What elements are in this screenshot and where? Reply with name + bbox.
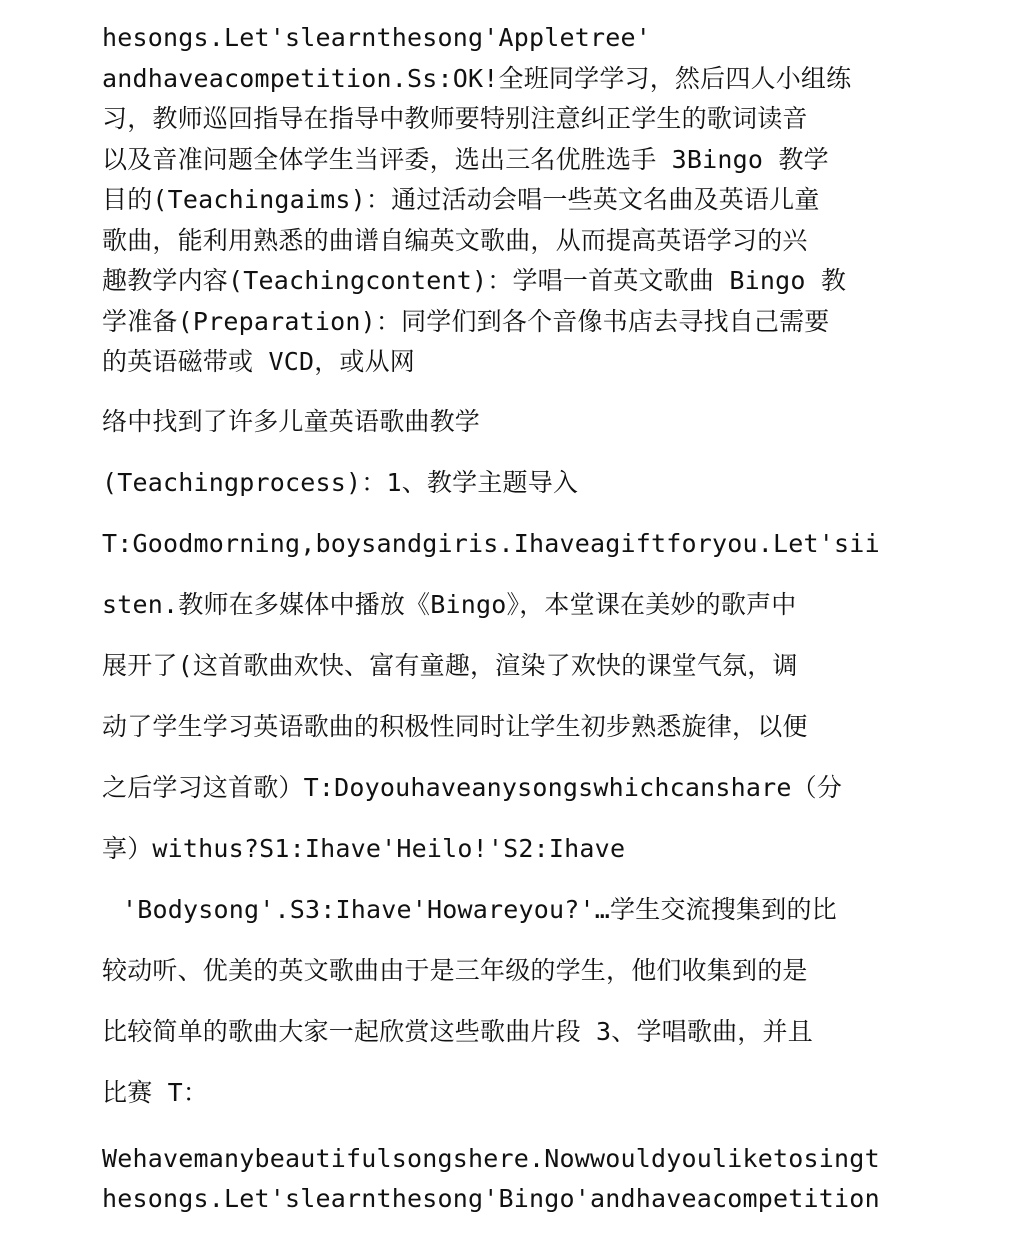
text-line: sten.教师在多媒体中播放《Bingo》，本堂课在美妙的歌声中: [102, 589, 797, 619]
paragraph-1: [102, 18, 922, 383]
text-line: 歌曲，能利用熟悉的曲谱自编英文歌曲，从而提高英语学习的兴: [102, 225, 808, 255]
text-line: 学准备(Preparation)：同学们到各个音像书店去寻找自己需要: [102, 306, 830, 336]
text-line: 动了学生学习英语歌曲的积极性同时让学生初步熟悉旋律，以便: [102, 711, 808, 741]
text-line: 较动听、优美的英文歌曲由于是三年级的学生，他们收集到的是: [102, 955, 808, 985]
text-line: 目的(Teachingaims)：通过活动会唱一些英文名曲及英语儿童: [102, 185, 820, 214]
text-line: 的英语磁带或 VCD，或从网: [102, 347, 416, 376]
document-page: [102, 18, 922, 1220]
text-line: 趣教学内容(Teachingcontent)：学唱一首英文歌曲 Bingo 教: [102, 266, 847, 295]
text-line: 络中找到了许多儿童英语歌曲教学: [102, 406, 481, 436]
text-line: (Teachingprocess)：1、教学主题导入: [102, 467, 579, 497]
text-line: 之后学习这首歌）T:Doyouhaveanysongswhichcanshare（分: [102, 772, 843, 802]
paragraph-3: [102, 1139, 922, 1220]
text-line: T:Goodmorning,boysandgiris.Ihaveagiftforyou.Let'sii: [102, 528, 880, 558]
text-line: hesongs.Let'slearnthesong'Bingo'andhaveacompetition: [102, 1184, 880, 1213]
text-line: 习，教师巡回指导在指导中教师要特别注意纠正学生的歌词读音: [102, 104, 808, 133]
text-line: 'Bodysong'.S3:Ihave'Howareyou?'…学生交流搜集到的比: [122, 894, 837, 924]
text-line: 以及音准问题全体学生当评委，选出三名优胜选手 3Bingo 教学: [102, 144, 829, 174]
text-line: Wehavemanybeautifulsongshere.Nowwouldyouliketosingt: [102, 1143, 880, 1173]
text-line: 展开了(这首歌曲欢快、富有童趣，渲染了欢快的课堂气氛，调: [102, 650, 798, 680]
text-line: 比赛 T：: [102, 1077, 209, 1107]
paragraph-2: [102, 391, 922, 1123]
text-line: andhaveacompetition.Ss:OK!全班同学学习，然后四人小组练: [102, 63, 852, 93]
text-line: 享）withus?S1:Ihave'Heilo!'S2:Ihave: [102, 833, 626, 863]
text-line: 比较简单的歌曲大家一起欣赏这些歌曲片段 3、学唱歌曲，并且: [102, 1016, 813, 1046]
text-line: hesongs.Let'slearnthesong'Appletree': [102, 23, 652, 52]
